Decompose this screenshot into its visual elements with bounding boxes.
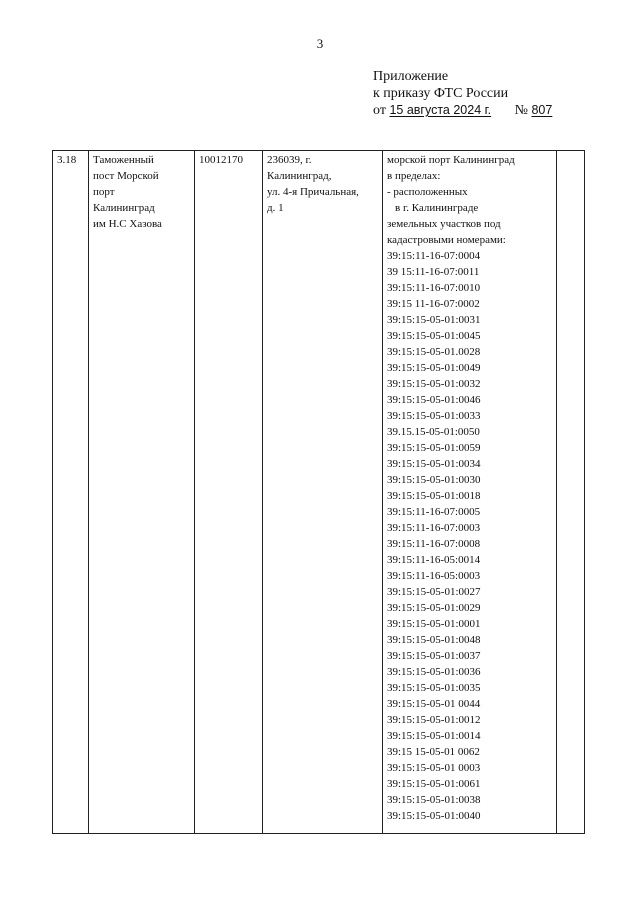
cadastral-number: 39:15:15-05-01.0028 [387,346,481,358]
post-name-cell [89,151,195,834]
order-number: 807 [531,103,553,117]
cadastral-number: 39:15:15-05-01:0035 [387,682,481,694]
cadastral-number: 39:15:15-05-01:0029 [387,602,481,614]
row-index: 3.18 [57,154,77,166]
cadastral-number: 39 15:11-16-07:0011 [387,266,480,278]
date-prefix: от [373,103,386,118]
appendix-header [373,68,576,119]
cadastral-number: 39:15:15-05-01:0001 [387,618,481,630]
cadastral-number: 39:15:15-05-01:0045 [387,330,481,342]
appendix-date-line [373,102,576,119]
zone-description-line: в г. Калининграде [395,202,479,214]
post-name-line: пост Морской [93,170,159,182]
cadastral-number: 39:15:11-16-07:0005 [387,506,481,518]
zone-description-line: в пределах: [387,170,441,182]
appendix-order-ref: к приказу ФТС России [373,86,509,101]
table-row [53,151,585,834]
cadastral-number: 39:15:15-05-01:0031 [387,314,481,326]
cadastral-number: 39.15.15-05-01:0050 [387,426,480,438]
cadastral-number: 39:15:15-05-01:0061 [387,778,481,790]
appendix-title: Приложение [373,69,449,84]
cadastral-number: 39:15:15-05-01:0012 [387,714,481,726]
cadastral-number: 39:15:15-05-01:0059 [387,442,481,454]
cadastral-number: 39:15:11-16-05:0003 [387,570,481,582]
address-line: Калининград, [267,170,332,182]
cadastral-number: 39:15:15-05-01:0036 [387,666,481,678]
cadastral-number: 39:15:11-16-07:0010 [387,282,481,294]
cadastral-number: 39:15:11-16-07:0003 [387,522,481,534]
cadastral-number: 39:15:11-16-07:0004 [387,250,481,262]
cadastral-number: 39:15:15-05-01:0018 [387,490,481,502]
post-code-cell [195,151,263,834]
address-line: ул. 4-я Причальная, [267,186,359,198]
post-name-line: Калининград [93,202,155,214]
cadastral-number: 39:15:15-05-01:0033 [387,410,481,422]
cadastral-number: 39:15:11-16-07:0008 [387,538,481,550]
zone-description-line: кадастровыми номерами: [387,234,506,246]
address-cell [263,151,383,834]
address-line: д. 1 [267,202,284,214]
cadastral-number: 39:15:15-05-01:0049 [387,362,481,374]
cadastral-number: 39:15:15-05-01 0044 [387,698,481,710]
cadastral-number: 39:15 11-16-07:0002 [387,298,480,310]
cadastral-number: 39:15:15-05-01:0037 [387,650,481,662]
post-code: 10012170 [199,154,243,166]
cadastral-number: 39:15:15-05-01:0030 [387,474,481,486]
customs-posts-table [52,150,585,834]
cadastral-number-list [387,248,552,824]
cadastral-number: 39:15:15-05-01:0048 [387,634,481,646]
cadastral-number: 39:15:15-05-01:0034 [387,458,481,470]
cadastral-number: 39:15:11-16-05:0014 [387,554,481,566]
zone-description-line: морской порт Калининград [387,154,515,166]
row-index-cell [53,151,89,834]
cadastral-number: 39:15 15-05-01 0062 [387,746,480,758]
number-sign: № [514,103,528,118]
post-name-line: Таможенный [93,154,154,166]
post-name-line: порт [93,186,115,198]
cadastral-number: 39:15:15-05-01:0038 [387,794,481,806]
zone-description-cell [383,151,557,834]
page-number: 3 [316,36,324,51]
zone-description-line: - расположенных [387,186,468,198]
zone-description-line: земельных участков под [387,218,501,230]
cadastral-number: 39:15:15-05-01:0027 [387,586,481,598]
cadastral-number: 39:15:15-05-01 0003 [387,762,481,774]
cadastral-number: 39:15:15-05-01:0032 [387,378,481,390]
cadastral-number: 39:15:15-05-01:0046 [387,394,481,406]
cadastral-number: 39:15:15-05-01:0014 [387,730,481,742]
post-name-line: им Н.С Хазова [93,218,162,230]
empty-cell [557,151,585,834]
cadastral-number: 39:15:15-05-01:0040 [387,810,481,822]
order-date: 15 августа 2024 г. [389,103,492,117]
address-line: 236039, г. [267,154,312,166]
